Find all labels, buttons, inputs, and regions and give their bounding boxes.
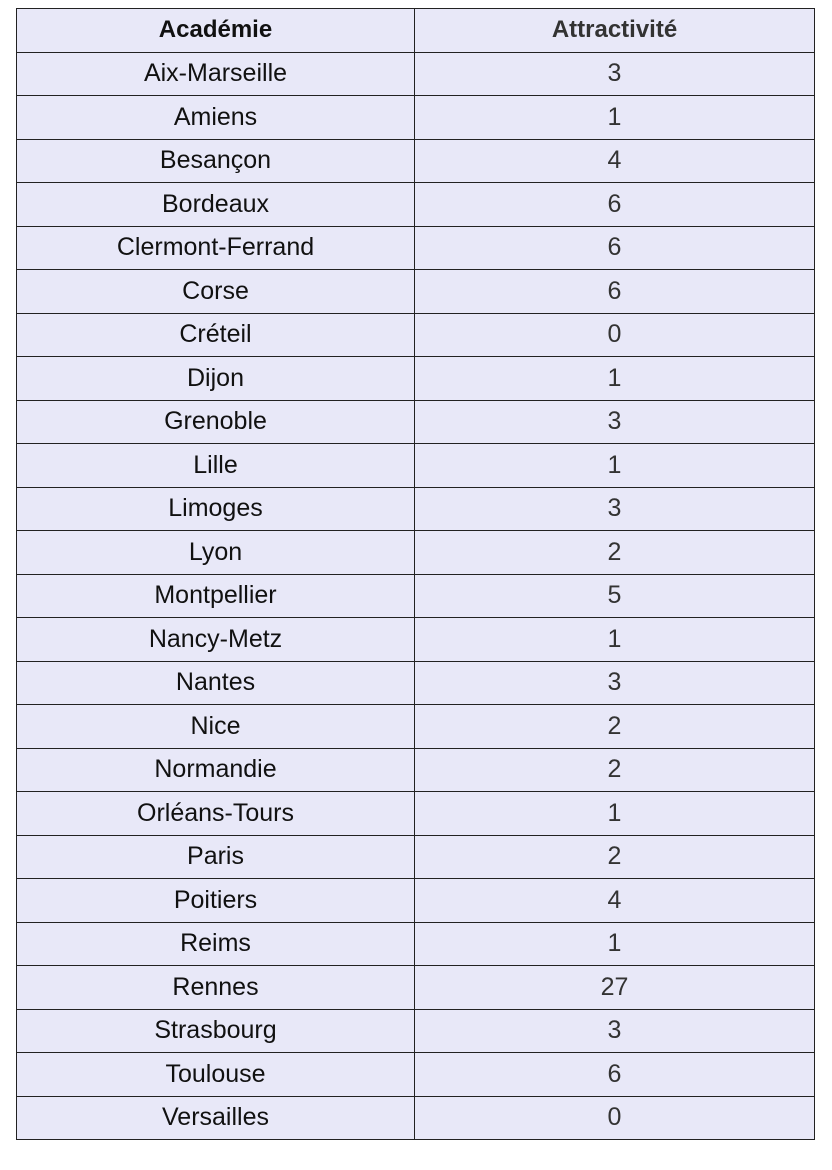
table-body	[17, 52, 815, 1140]
table-row	[17, 444, 815, 488]
academie-cell: Orléans-Tours	[17, 792, 415, 836]
header-academie: Académie	[17, 9, 415, 53]
attractivite-cell: 0	[415, 313, 815, 357]
academie-cell: Toulouse	[17, 1053, 415, 1097]
table-row	[17, 183, 815, 227]
academie-cell: Nice	[17, 705, 415, 749]
attractivite-cell: 1	[415, 922, 815, 966]
attractivite-cell: 1	[415, 357, 815, 401]
academie-cell: Strasbourg	[17, 1009, 415, 1053]
attractivite-cell: 3	[415, 400, 815, 444]
attractivite-cell: 1	[415, 96, 815, 140]
table-row	[17, 705, 815, 749]
attractivite-cell: 2	[415, 835, 815, 879]
academie-cell: Reims	[17, 922, 415, 966]
table-row	[17, 52, 815, 96]
attractivite-cell: 2	[415, 705, 815, 749]
academie-cell: Montpellier	[17, 574, 415, 618]
table-row	[17, 96, 815, 140]
academie-cell: Limoges	[17, 487, 415, 531]
header-attractivite: Attractivité	[415, 9, 815, 53]
table-row	[17, 879, 815, 923]
academie-cell: Aix-Marseille	[17, 52, 415, 96]
table-row	[17, 313, 815, 357]
table-row	[17, 226, 815, 270]
table-row	[17, 1096, 815, 1140]
academie-cell: Normandie	[17, 748, 415, 792]
table-row	[17, 1009, 815, 1053]
attractivite-cell: 3	[415, 52, 815, 96]
attractivite-cell: 2	[415, 531, 815, 575]
table-row	[17, 270, 815, 314]
academie-cell: Nancy-Metz	[17, 618, 415, 662]
academies-table	[16, 8, 815, 1140]
attractivite-cell: 27	[415, 966, 815, 1010]
attractivite-cell: 4	[415, 139, 815, 183]
attractivite-cell: 1	[415, 618, 815, 662]
attractivite-cell: 6	[415, 183, 815, 227]
table-row	[17, 1053, 815, 1097]
academie-cell: Amiens	[17, 96, 415, 140]
table-row	[17, 922, 815, 966]
table-row	[17, 139, 815, 183]
table-row	[17, 400, 815, 444]
academie-cell: Nantes	[17, 661, 415, 705]
table-row	[17, 357, 815, 401]
table-row	[17, 531, 815, 575]
attractivite-cell: 3	[415, 487, 815, 531]
table-row	[17, 661, 815, 705]
attractivite-cell: 3	[415, 661, 815, 705]
table-row	[17, 574, 815, 618]
attractivite-cell: 0	[415, 1096, 815, 1140]
academie-cell: Créteil	[17, 313, 415, 357]
academie-cell: Rennes	[17, 966, 415, 1010]
attractivite-cell: 1	[415, 792, 815, 836]
academie-cell: Clermont-Ferrand	[17, 226, 415, 270]
academie-cell: Bordeaux	[17, 183, 415, 227]
academie-cell: Grenoble	[17, 400, 415, 444]
table-row	[17, 966, 815, 1010]
attractivite-cell: 6	[415, 1053, 815, 1097]
table-row	[17, 618, 815, 662]
attractivite-cell: 5	[415, 574, 815, 618]
attractivite-cell: 6	[415, 270, 815, 314]
academie-cell: Besançon	[17, 139, 415, 183]
table-row	[17, 748, 815, 792]
academie-cell: Corse	[17, 270, 415, 314]
attractivite-cell: 6	[415, 226, 815, 270]
table-row	[17, 792, 815, 836]
academie-cell: Versailles	[17, 1096, 415, 1140]
header-row	[17, 9, 815, 53]
academie-cell: Paris	[17, 835, 415, 879]
academie-cell: Lille	[17, 444, 415, 488]
table-row	[17, 835, 815, 879]
attractivite-cell: 3	[415, 1009, 815, 1053]
attractivite-cell: 4	[415, 879, 815, 923]
table-row	[17, 487, 815, 531]
academie-cell: Lyon	[17, 531, 415, 575]
attractivite-cell: 1	[415, 444, 815, 488]
academie-cell: Dijon	[17, 357, 415, 401]
attractivite-cell: 2	[415, 748, 815, 792]
academie-cell: Poitiers	[17, 879, 415, 923]
